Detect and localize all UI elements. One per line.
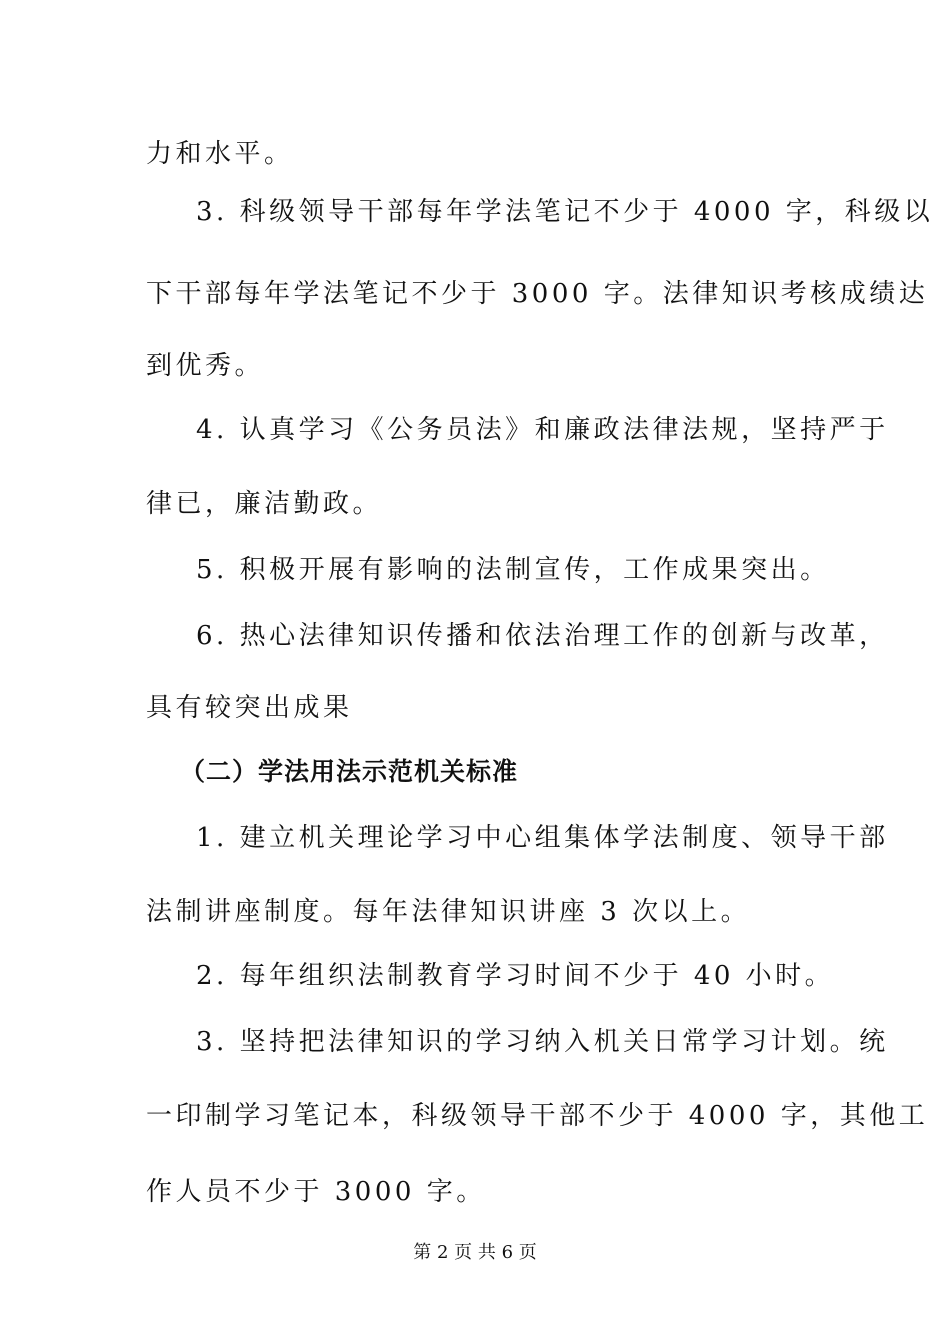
list-item-3-line-3: 到优秀。 (146, 351, 265, 381)
list-item-1-line-1: 1. 建立机关理论学习中心组集体学法制度、领导干部 (196, 823, 889, 853)
list-item-2-line-1: 2. 每年组织法制教育学习时间不少于 40 小时。 (196, 961, 835, 991)
list-item-6-line-1: 6. 热心法律知识传播和依法治理工作的创新与改革， (196, 621, 889, 651)
list-item-6-line-2: 具有较突出成果 (146, 693, 353, 723)
list-item-3-line-2: 下干部每年学法笔记不少于 3000 字。法律知识考核成绩达 (146, 279, 929, 309)
section-heading: （二）学法用法示范机关标准 (180, 757, 519, 786)
page-footer: 第 2 页 共 6 页 (413, 1242, 537, 1263)
list-item-4-line-1: 4. 认真学习《公务员法》和廉政法律法规，坚持严于 (196, 415, 889, 445)
list-item-3-line-1: 3. 科级领导干部每年学法笔记不少于 4000 字，科级以 (196, 197, 934, 227)
list-item-1-line-2: 法制讲座制度。每年法律知识讲座 3 次以上。 (146, 897, 751, 927)
list-item-3b-line-2: 一印制学习笔记本，科级领导干部不少于 4000 字，其他工 (146, 1101, 929, 1131)
body-text-line: 力和水平。 (146, 139, 294, 169)
list-item-3b-line-3: 作人员不少于 3000 字。 (146, 1177, 486, 1207)
list-item-3b-line-1: 3. 坚持把法律知识的学习纳入机关日常学习计划。统 (196, 1027, 889, 1057)
list-item-5-line-1: 5. 积极开展有影响的法制宣传，工作成果突出。 (196, 555, 830, 585)
list-item-4-line-2: 律已，廉洁勤政。 (146, 489, 383, 519)
